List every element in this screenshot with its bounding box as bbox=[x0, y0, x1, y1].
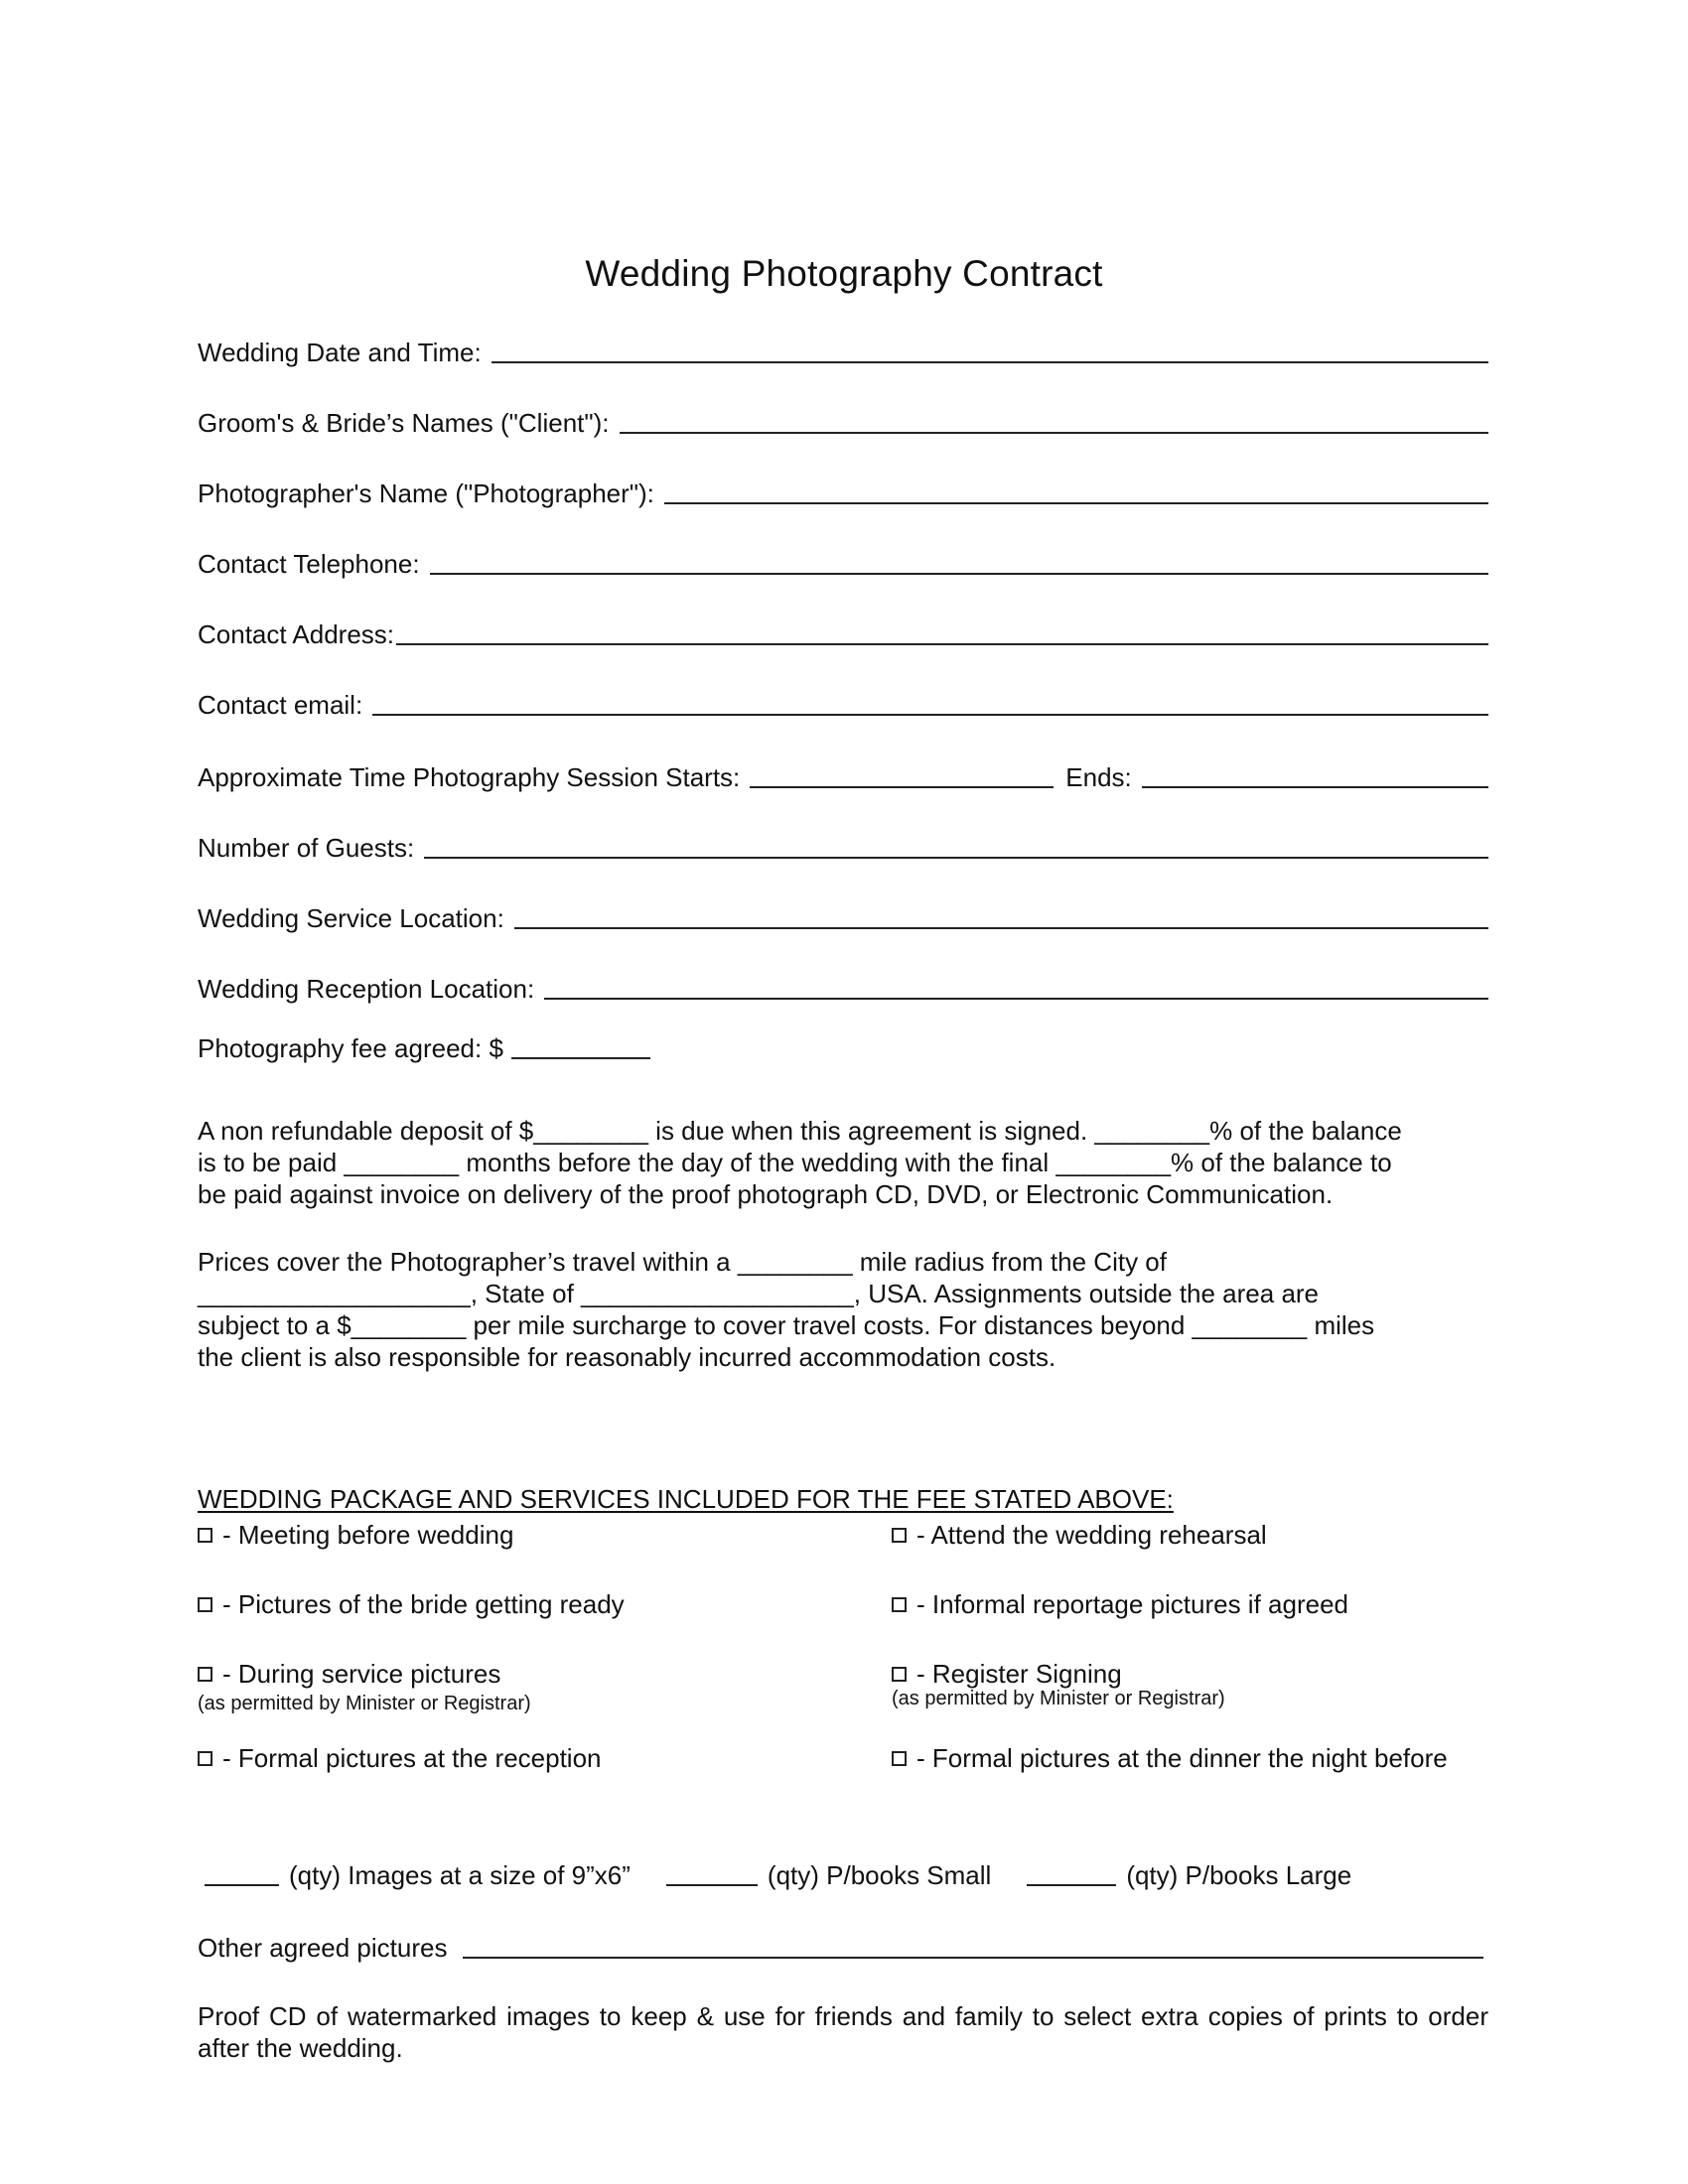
during-service-note: (as permitted by Minister or Registrar) bbox=[198, 1693, 531, 1714]
checkbox-icon[interactable] bbox=[198, 1528, 212, 1543]
attend-rehearsal-checkbox[interactable] bbox=[892, 1519, 1267, 1551]
large-books-qty-blank[interactable] bbox=[1027, 1884, 1116, 1886]
field-label: Contact email: bbox=[198, 690, 363, 720]
deposit-line-1: A non refundable deposit of $________ is due when this agreement is signed. ________% of the balance bbox=[198, 1116, 1402, 1146]
field-label: Contact Address: bbox=[198, 619, 394, 649]
session-end-blank[interactable] bbox=[1142, 786, 1488, 788]
field-label: Photographer's Name ("Photographer"): bbox=[198, 478, 654, 508]
photography-fee-field[interactable] bbox=[198, 1030, 650, 1064]
checkbox-label: - Attend the wedding rehearsal bbox=[916, 1520, 1267, 1550]
service-location-field[interactable] bbox=[198, 900, 1488, 934]
blank-line[interactable] bbox=[492, 361, 1488, 363]
checkbox-icon[interactable] bbox=[198, 1751, 212, 1766]
contact-email-field[interactable] bbox=[198, 687, 1488, 721]
checkbox-label: - During service pictures bbox=[222, 1659, 501, 1689]
document-title: Wedding Photography Contract bbox=[585, 253, 1103, 294]
checkbox-label: - Formal pictures at the dinner the night before bbox=[916, 1743, 1448, 1773]
field-label: Groom's & Bride’s Names ("Client"): bbox=[198, 408, 610, 438]
checkbox-icon[interactable] bbox=[198, 1597, 212, 1612]
other-label: Other agreed pictures bbox=[198, 1933, 448, 1963]
field-label: Wedding Service Location: bbox=[198, 903, 504, 933]
checkbox-icon[interactable] bbox=[892, 1528, 907, 1543]
bride-getting-ready-checkbox[interactable] bbox=[198, 1588, 625, 1620]
meeting-before-wedding-checkbox[interactable] bbox=[198, 1519, 513, 1551]
during-service-checkbox[interactable] bbox=[198, 1658, 500, 1690]
deposit-line-2: is to be paid ________ months before the day of the wedding with the final ________% of the balance to bbox=[198, 1148, 1392, 1177]
checkbox-icon[interactable] bbox=[892, 1667, 907, 1682]
large-books-qty-label: (qty) P/books Large bbox=[1126, 1860, 1352, 1890]
contact-telephone-field[interactable] bbox=[198, 546, 1488, 580]
travel-line-1: Prices cover the Photographer’s travel within a ________ mile radius from the City of bbox=[198, 1247, 1167, 1277]
checkbox-label: - Meeting before wedding bbox=[222, 1520, 514, 1550]
checkbox-icon[interactable] bbox=[892, 1597, 907, 1612]
deposit-line-3: be paid against invoice on delivery of the proof photograph CD, DVD, or Electronic Communication. bbox=[198, 1179, 1334, 1209]
package-heading: WEDDING PACKAGE AND SERVICES INCLUDED FOR THE FEE STATED ABOVE: bbox=[198, 1484, 1174, 1514]
images-qty-label: (qty) Images at a size of 9”x6” bbox=[289, 1860, 631, 1890]
blank-line[interactable] bbox=[664, 502, 1488, 504]
fee-blank[interactable] bbox=[511, 1057, 650, 1059]
checkbox-label: - Informal reportage pictures if agreed bbox=[916, 1589, 1348, 1619]
blank-line[interactable] bbox=[396, 643, 1488, 645]
travel-line-4: the client is also responsible for reasonably incurred accommodation costs. bbox=[198, 1342, 1056, 1372]
travel-line-3: subject to a $________ per mile surcharge to cover travel costs. For distances beyond ________ miles bbox=[198, 1310, 1375, 1340]
other-agreed-pictures-field[interactable] bbox=[198, 1930, 1483, 1964]
blank-line[interactable] bbox=[430, 573, 1488, 575]
number-of-guests-field[interactable] bbox=[198, 830, 1488, 864]
register-signing-checkbox[interactable] bbox=[892, 1658, 1122, 1690]
deposit-paragraph bbox=[198, 1115, 1488, 1210]
client-names-field[interactable] bbox=[198, 405, 1488, 439]
session-start-blank[interactable] bbox=[750, 786, 1054, 788]
wedding-date-time-field[interactable] bbox=[198, 335, 1488, 368]
blank-line[interactable] bbox=[424, 857, 1488, 859]
travel-line-2: ___________________, State of ___________________, USA. Assignments outside the area are bbox=[198, 1279, 1320, 1308]
checkbox-label: - Pictures of the bride getting ready bbox=[222, 1589, 625, 1619]
informal-reportage-checkbox[interactable] bbox=[892, 1588, 1348, 1620]
formal-reception-checkbox[interactable] bbox=[198, 1742, 602, 1774]
checkbox-label: - Formal pictures at the reception bbox=[222, 1743, 602, 1773]
checkbox-icon[interactable] bbox=[892, 1751, 907, 1766]
photographer-name-field[interactable] bbox=[198, 476, 1488, 509]
proof-cd-paragraph: Proof CD of watermarked images to keep & use for friends and family to select extra copies of prints to order after the wedding. bbox=[198, 2001, 1488, 2063]
small-books-qty-blank[interactable] bbox=[666, 1884, 758, 1886]
session-ends-label: Ends: bbox=[1065, 762, 1132, 792]
field-label: Wedding Date and Time: bbox=[198, 338, 482, 367]
field-label: Wedding Reception Location: bbox=[198, 974, 535, 1004]
field-label: Contact Telephone: bbox=[198, 549, 420, 579]
blank-line[interactable] bbox=[372, 714, 1488, 716]
contact-address-field[interactable] bbox=[198, 616, 1488, 650]
session-starts-label: Approximate Time Photography Session Starts: bbox=[198, 762, 741, 792]
blank-line[interactable] bbox=[620, 432, 1489, 434]
session-time-field[interactable] bbox=[198, 759, 1488, 793]
register-signing-note: (as permitted by Minister or Registrar) bbox=[892, 1688, 1225, 1709]
blank-line[interactable] bbox=[514, 927, 1488, 929]
checkbox-label: - Register Signing bbox=[916, 1659, 1122, 1689]
images-qty-blank[interactable] bbox=[205, 1884, 279, 1886]
small-books-qty-label: (qty) P/books Small bbox=[767, 1860, 992, 1890]
field-label: Number of Guests: bbox=[198, 833, 415, 863]
fee-label: Photography fee agreed: $ bbox=[198, 1033, 503, 1063]
reception-location-field[interactable] bbox=[198, 971, 1488, 1005]
quantities-row bbox=[205, 1859, 1351, 1891]
travel-paragraph bbox=[198, 1246, 1488, 1373]
checkbox-icon[interactable] bbox=[198, 1667, 212, 1682]
other-blank[interactable] bbox=[463, 1957, 1483, 1959]
blank-line[interactable] bbox=[544, 998, 1488, 1000]
formal-dinner-checkbox[interactable] bbox=[892, 1742, 1448, 1774]
